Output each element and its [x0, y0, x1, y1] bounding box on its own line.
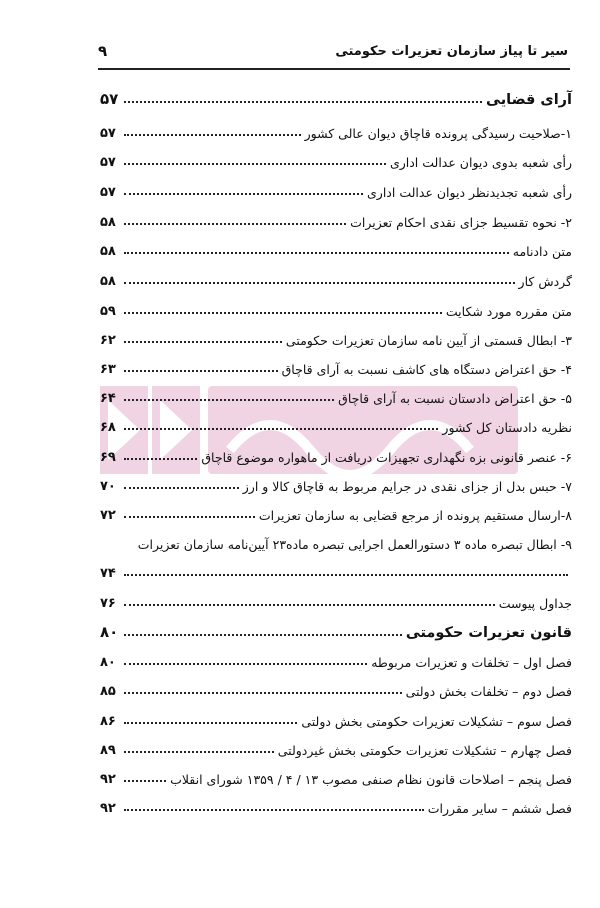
header-rule — [98, 68, 570, 70]
toc-page-number: ۹۲ — [100, 772, 116, 787]
toc-entry — [100, 355, 572, 377]
toc-page-number: ۶۳ — [100, 362, 116, 377]
toc-title: ۴- حق اعتراض دستگاه های کاشف نسبت به آرای قاچاق — [281, 362, 572, 377]
dot-leader — [124, 312, 442, 314]
toc-heading — [100, 619, 572, 641]
toc-page-number: ۵۸ — [100, 215, 116, 230]
toc-title: ۹- ابطال تبصره ماده ۳ دستورالعمل اجرایی تبصره ماده۲۳ آیین‌نامه سازمان تعزیرات — [137, 537, 572, 552]
toc-page-number: ۶۹ — [100, 450, 116, 465]
toc-entry — [100, 267, 572, 289]
dot-leader — [124, 341, 282, 343]
toc-entry — [100, 384, 572, 406]
dot-leader — [124, 604, 495, 606]
toc-page-number: ۸۹ — [100, 743, 116, 758]
toc-title: ۸-ارسال مستقیم پرونده از مرجع قضایی به سازمان تعزیرات — [258, 508, 572, 523]
toc-title: ۱-صلاحیت رسیدگی پرونده قاچاق دیوان عالی کشور — [304, 126, 572, 141]
running-title: سیر تا پیاز سازمان تعزیرات حکومتی — [335, 44, 568, 59]
dot-leader — [124, 399, 334, 401]
dot-leader — [124, 223, 346, 225]
page-header — [98, 40, 568, 70]
dot-leader — [124, 516, 255, 518]
toc-title: آرای قضایی — [486, 92, 572, 108]
dot-leader — [124, 692, 402, 694]
toc-page-number: ۵۹ — [100, 304, 116, 319]
dot-leader — [124, 101, 482, 103]
dot-leader — [124, 751, 274, 753]
toc-title: رأی شعبه تجدیدنظر دیوان عدالت اداری — [367, 185, 572, 200]
toc-page-number: ۸۰ — [100, 623, 119, 641]
toc-title: قانون تعزیرات حکومتی — [405, 625, 572, 641]
dot-leader — [124, 574, 568, 576]
toc-entry — [100, 208, 572, 230]
toc-entry — [100, 559, 572, 581]
toc-page-number: ۶۴ — [100, 391, 116, 406]
toc-title: فصل چهارم – تشکیلات تعزیرات حکومتی بخش غیردولتی — [277, 743, 572, 758]
toc-page-number: ۵۷ — [100, 185, 116, 200]
dot-leader — [124, 722, 297, 724]
toc-entry — [100, 707, 572, 729]
page-number: ۹ — [98, 42, 108, 60]
toc-title: گردش کار — [518, 274, 572, 289]
toc-title: ۳- ابطال قسمتی از آیین نامه سازمان تعزیرات حکومتی — [285, 333, 572, 348]
toc-page-number: ۹۲ — [100, 801, 116, 816]
toc-title: متن مقرره مورد شکایت — [445, 304, 572, 319]
toc-title: ۵- حق اعتراض دادستان نسبت به آرای قاچاق — [338, 391, 572, 406]
toc-entry — [100, 413, 572, 435]
toc-title: فصل اول – تخلفات و تعزیرات مربوطه — [371, 655, 572, 670]
toc-page-number: ۷۶ — [100, 596, 116, 611]
toc-page-number: ۸۶ — [100, 714, 116, 729]
dot-leader — [124, 370, 278, 372]
toc-title: ۶- عنصر قانونی بزه نگهداری تجهیزات دریافت از ماهواره موضوع قاچاق — [201, 450, 572, 465]
toc-entry — [100, 178, 572, 200]
toc-entry — [100, 119, 572, 141]
toc-heading — [100, 86, 572, 108]
toc-entry — [100, 765, 572, 787]
toc-title: جداول پیوست — [498, 596, 572, 611]
toc-page-number: ۸۰ — [100, 655, 116, 670]
toc-page-number: ۵۷ — [100, 155, 116, 170]
toc-entry — [100, 736, 572, 758]
dot-leader — [124, 780, 166, 782]
dot-leader — [124, 282, 515, 284]
toc-entry — [100, 501, 572, 523]
dot-leader — [124, 809, 424, 811]
toc-title: متن دادنامه — [512, 244, 572, 259]
dot-leader — [124, 252, 509, 254]
toc-page-number: ۶۸ — [100, 420, 116, 435]
toc-title: ۷- حبس بدل از جزای نقدی در جرایم مربوط به قاچاق کالا و ارز — [242, 479, 572, 494]
toc-entry — [100, 237, 572, 259]
toc-title: فصل سوم – تشکیلات تعزیرات حکومتی بخش دولتی — [301, 714, 572, 729]
toc-entry — [100, 443, 572, 465]
toc-entry — [100, 648, 572, 670]
toc-page-number: ۵۸ — [100, 244, 116, 259]
dot-leader — [124, 663, 367, 665]
toc-page-number: ۵۷ — [100, 126, 116, 141]
toc-title: رأی شعبه بدوی دیوان عدالت اداری — [389, 155, 572, 170]
toc-entry — [100, 148, 572, 170]
toc-page-number: ۶۲ — [100, 333, 116, 348]
toc-page-number: ۸۵ — [100, 684, 116, 699]
dot-leader — [124, 193, 363, 195]
toc-title: فصل ششم – سایر مقررات — [427, 801, 572, 816]
toc-entry — [100, 589, 572, 611]
dot-leader — [124, 634, 402, 636]
dot-leader — [124, 163, 386, 165]
toc-entry — [100, 326, 572, 348]
dot-leader — [124, 487, 239, 489]
dot-leader — [124, 458, 197, 460]
toc-entry — [100, 297, 572, 319]
toc-page-number: ۵۷ — [100, 90, 119, 108]
toc-entry — [100, 794, 572, 816]
toc-entry — [100, 677, 572, 699]
toc-page-number: ۵۸ — [100, 274, 116, 289]
dot-leader — [124, 428, 438, 430]
toc-page-number: ۷۴ — [100, 566, 116, 581]
toc-entry — [100, 530, 572, 552]
dot-leader — [124, 134, 301, 136]
toc-title: فصل دوم – تخلفات بخش دولتی — [405, 684, 572, 699]
toc-title: فصل پنجم – اصلاحات قانون نظام صنفی مصوب ۱۳ / ۴ / ۱۳۵۹ شورای انقلاب — [170, 772, 572, 787]
toc-entry — [100, 472, 572, 494]
toc-title: ۲- نحوه تقسیط جزای نقدی احکام تعزیرات — [350, 215, 572, 230]
toc-page-number: ۷۰ — [100, 479, 116, 494]
toc-page-number: ۷۲ — [100, 508, 116, 523]
toc-title: نظریه دادستان کل کشور — [442, 420, 572, 435]
